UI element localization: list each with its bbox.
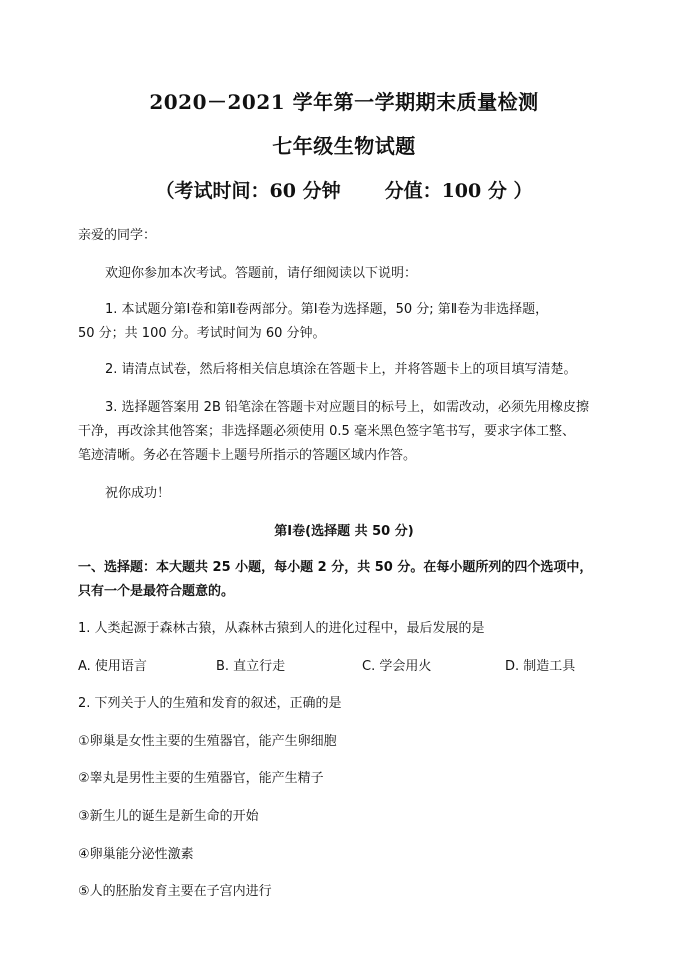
question-1-option-d: D. 制造工具	[505, 659, 576, 674]
exam-score: 分值：100 分 ）	[384, 180, 533, 202]
instruction-1-line-2: 50 分；共 100 分。考试时间为 60 分钟。	[78, 326, 326, 341]
instruction-3-line-2: 干净，再改涂其他答案；非选择题必须使用 0.5 毫米黑色签字笔书写，要求字体工整、	[78, 424, 575, 439]
question-1-stem: 1. 人类起源于森林古猿，从森林古猿到人的进化过程中，最后发展的是	[78, 621, 485, 636]
question-1-option-b: B. 直立行走	[216, 659, 286, 674]
question-2-statement-2: ②睾丸是男性主要的生殖器官，能产生精子	[78, 771, 324, 786]
section-title: 第Ⅰ卷(选择题 共 50 分)	[274, 524, 414, 539]
question-2-statement-4: ④卵巢能分泌性激素	[78, 847, 194, 862]
instruction-3-line-1: 3. 选择题答案用 2B 铅笔涂在答题卡对应题目的标号上，如需改动，必须先用橡皮擦	[105, 400, 589, 415]
instruction-1-line-1: 1. 本试题分第Ⅰ卷和第Ⅱ卷两部分。第Ⅰ卷为选择题，50 分; 第Ⅱ卷为非选择题，	[105, 302, 549, 317]
exam-time: （考试时间：60 分钟	[155, 180, 341, 202]
greeting: 亲爱的同学：	[78, 228, 157, 243]
instruction-2: 2. 请清点试卷，然后将相关信息填涂在答题卡上，并将答题卡上的项目填写清楚。	[105, 362, 577, 377]
question-2-statement-5: ⑤人的胚胎发育主要在子宫内进行	[78, 884, 272, 899]
exam-title: 2020－2021 学年第一学期期末质量检测	[149, 90, 539, 114]
welcome-text: 欢迎你参加本次考试。答题前，请仔细阅读以下说明：	[105, 266, 418, 281]
question-2-statement-3: ③新生儿的诞生是新生命的开始	[78, 809, 259, 824]
exam-meta	[0, 176, 688, 203]
section-intro-line-1: 一、选择题：本大题共 25 小题，每小题 2 分，共 50 分。在每小题所列的四个选项中，	[78, 560, 593, 575]
instruction-3-line-3: 笔迹清晰。务必在答题卡上题号所指示的答题区域内作答。	[78, 448, 417, 463]
exam-subject-title: 七年级生物试题	[272, 134, 416, 158]
question-2-statement-1: ①卵巢是女性主要的生殖器官，能产生卵细胞	[78, 734, 337, 749]
question-1-option-a: A. 使用语言	[78, 659, 147, 674]
section-intro-line-2: 只有一个是最符合题意的。	[78, 584, 235, 599]
question-1-option-c: C. 学会用火	[362, 659, 432, 674]
wish-text: 祝你成功！	[105, 486, 171, 501]
question-2-stem: 2. 下列关于人的生殖和发育的叙述，正确的是	[78, 696, 342, 711]
